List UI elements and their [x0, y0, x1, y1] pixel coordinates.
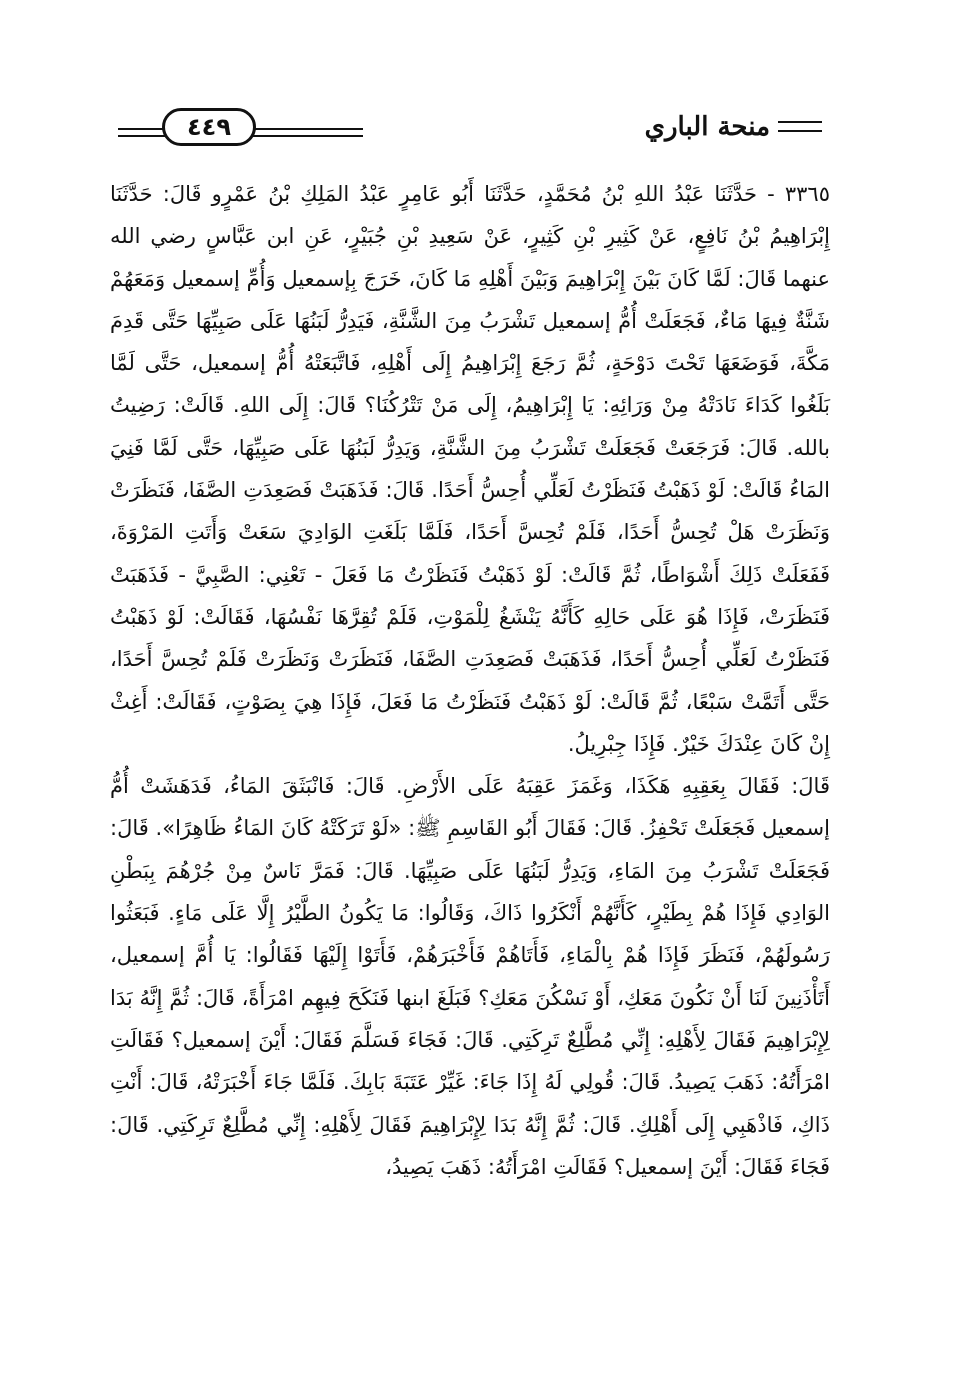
paragraph-2: قَالَ: فَقَالَ بِعَقِبِهِ هَكَذَا، وَغَمَزَ عَقِبَهُ عَلَى الأَرْضِ. قَالَ: فَانْبَثَقَ المَاءُ، فَدَهَشَتْ أُمُّ إسمعيل فَجَعَلَتْ تَحْفِزُ. قَالَ: فَقَالَ أَبُو القَاسِمِ ﷺ: «لَوْ تَرَكَتْهُ كَانَ المَاءُ ظَاهِرًا». قَالَ: فَجَعَلَتْ تَشْرَبُ مِنَ المَاءِ، وَيَدِرُّ لَبَنُهَا عَلَى صَبِيِّهَا. قَالَ: فَمَرَّ نَاسٌ مِنْ جُرْهُمَ بِبَطْنِ الوَادِي فَإِذَا هُمْ بِطَيْرٍ، كَأَنَّهُمْ أَنْكَرُوا ذَاكَ، وَقَالُوا: مَا يَكُونُ الطَّيْرُ إِلَّا عَلَى مَاءٍ. فَبَعَثُوا رَسُولَهُمْ، فَنَظَرَ فَإِذَا هُمْ بِالْمَاءِ، فَأَتَاهُمْ فَأَخْبَرَهُمْ، فَأَتَوْا إِلَيْهَا فَقَالُوا: يَا أُمَّ إسمعيل، أَتَأْذَنِينَ لَنَا أَنْ نَكُونَ مَعَكِ، أَوْ نَسْكُنَ مَعَكِ؟ فَبَلَغَ ابنها فَنَكَحَ فِيهِم امْرَأَةً، قَالَ: ثُمَّ إِنَّهُ بَدَا لِإِبْرَاهِيمَ فَقَالَ لِأَهْلِهِ: إِنِّي مُطَّلِعٌ تَرِكَتِي. قَالَ: فَجَاءَ فَسَلَّمَ فَقَالَ: أَيْنَ إسمعيل؟ فَقَالَتِ امْرَأَتُهُ: ذَهَبَ يَصِيدُ. قَالَ: قُولِي لَهُ إِذَا جَاءَ: غَيِّرْ عَتَبَةَ بَابِكَ. فَلَمَّا جَاءَ أَخْبَرَتْهُ، قَالَ: أَنْتِ ذَاكِ، فَاذْهَبِي إِلَى أَهْلِكِ. قَالَ: ثُمَّ إِنَّهُ بَدَا لِإِبْرَاهِيمَ فَقَالَ لِأَهْلِهِ: إِنِّي مُطَّلِعٌ تَرِكَتِي. قَالَ: فَجَاءَ فَقَالَ: أَيْنَ إسمعيل؟ فَقَالَتِ امْرَأَتُهُ: ذَهَبَ يَصِيدُ، — [110, 774, 830, 1179]
body-text — [110, 173, 830, 1188]
header-rule-right — [778, 121, 822, 123]
book-title: منحة الباري — [644, 112, 770, 142]
page-number: ٤٤٩ — [187, 113, 231, 141]
page-number-badge — [162, 108, 256, 146]
paragraph-1: ٣٣٦٥ - حَدَّثَنَا عَبْدُ اللهِ بْنُ مُحَمَّدٍ، حَدَّثَنَا أَبُو عَامِرٍ عَبْدُ المَلِكِ بْنُ عَمْرٍو قَالَ: حَدَّثَنَا إِبْرَاهِيمُ بْنُ نَافِعٍ، عَنْ كَثِيرِ بْنِ كَثِيرٍ، عَنْ سَعِيدِ بْنِ جُبَيْرٍ، عَنِ ابن عَبَّاسٍ رضي الله عنهما قَالَ: لَمَّا كَانَ بَيْنَ إِبْرَاهِيمَ وَبَيْنَ أَهْلِهِ مَا كَانَ، خَرَجَ بِإسمعيل وَأُمِّ إسمعيل وَمَعَهُمْ شَنَّةٌ فِيهَا مَاءٌ، فَجَعَلَتْ أُمُّ إسمعيل تَشْرَبُ مِنَ الشَّنَّةِ، فَيَدِرُّ لَبَنُهَا عَلَى صَبِيِّهَا حَتَّى قَدِمَ مَكَّةَ، فَوَضَعَهَا تَحْتَ دَوْحَةٍ، ثُمَّ رَجَعَ إِبْرَاهِيمُ إِلَى أَهْلِهِ، فَاتَّبَعَتْهُ أُمُّ إسمعيل، حَتَّى لَمَّا بَلَغُوا كَدَاءَ نَادَتْهُ مِنْ وَرَائِهِ: يَا إِبْرَاهِيمُ، إِلَى مَنْ تَتْرُكُنَا؟ قَالَ: إِلَى اللهِ. قَالَتْ: رَضِيتُ بالله. قَالَ: فَرَجَعَتْ فَجَعَلَتْ تَشْرَبُ مِنَ الشَّنَّةِ، وَيَدِرُّ لَبَنُهَا عَلَى صَبِيِّهَا، حَتَّى لَمَّا فَنِيَ المَاءُ قَالَتْ: لَوْ ذَهَبْتُ فَنَظَرْتُ لَعَلِّي أُحِسُّ أَحَدًا. قَالَ: فَذَهَبَتْ فَصَعِدَتِ الصَّفَا، فَنَظَرَتْ وَنَظَرَتْ هَلْ تُحِسُّ أَحَدًا، فَلَمْ تُحِسَّ أَحَدًا، فَلَمَّا بَلَغَتِ الوَادِيَ سَعَتْ وَأَتَتِ المَرْوَةَ، فَفَعَلَتْ ذَلِكَ أَشْوَاطًا، ثُمَّ قَالَتْ: لَوْ ذَهَبْتُ فَنَظَرْتُ مَا فَعَلَ - تَعْنِي: الصَّبِيَّ - فَذَهَبَتْ فَنَظَرَتْ، فَإِذَا هُوَ عَلَى حَالِهِ كَأَنَّهُ يَنْشَغُ لِلْمَوْتِ، فَلَمْ تُقِرَّهَا نَفْسُهَا، فَقَالَتْ: لَوْ ذَهَبْتُ فَنَظَرْتُ لَعَلِّي أُحِسُّ أَحَدًا، فَذَهَبَتْ فَصَعِدَتِ الصَّفَا، فَنَظَرَتْ وَنَظَرَتْ فَلَمْ تُحِسَّ أَحَدًا، حَتَّى أَتَمَّتْ سَبْعًا، ثُمَّ قَالَتْ: لَوْ ذَهَبْتُ فَنَظَرْتُ مَا فَعَلَ، فَإِذَا هِيَ بِصَوْتٍ، فَقَالَتْ: أَغِثْ إِنْ كَانَ عِنْدَكَ خَيْرٌ. فَإِذَا جِبْرِيلُ. — [110, 182, 830, 756]
header-rule-right-2 — [778, 130, 822, 132]
